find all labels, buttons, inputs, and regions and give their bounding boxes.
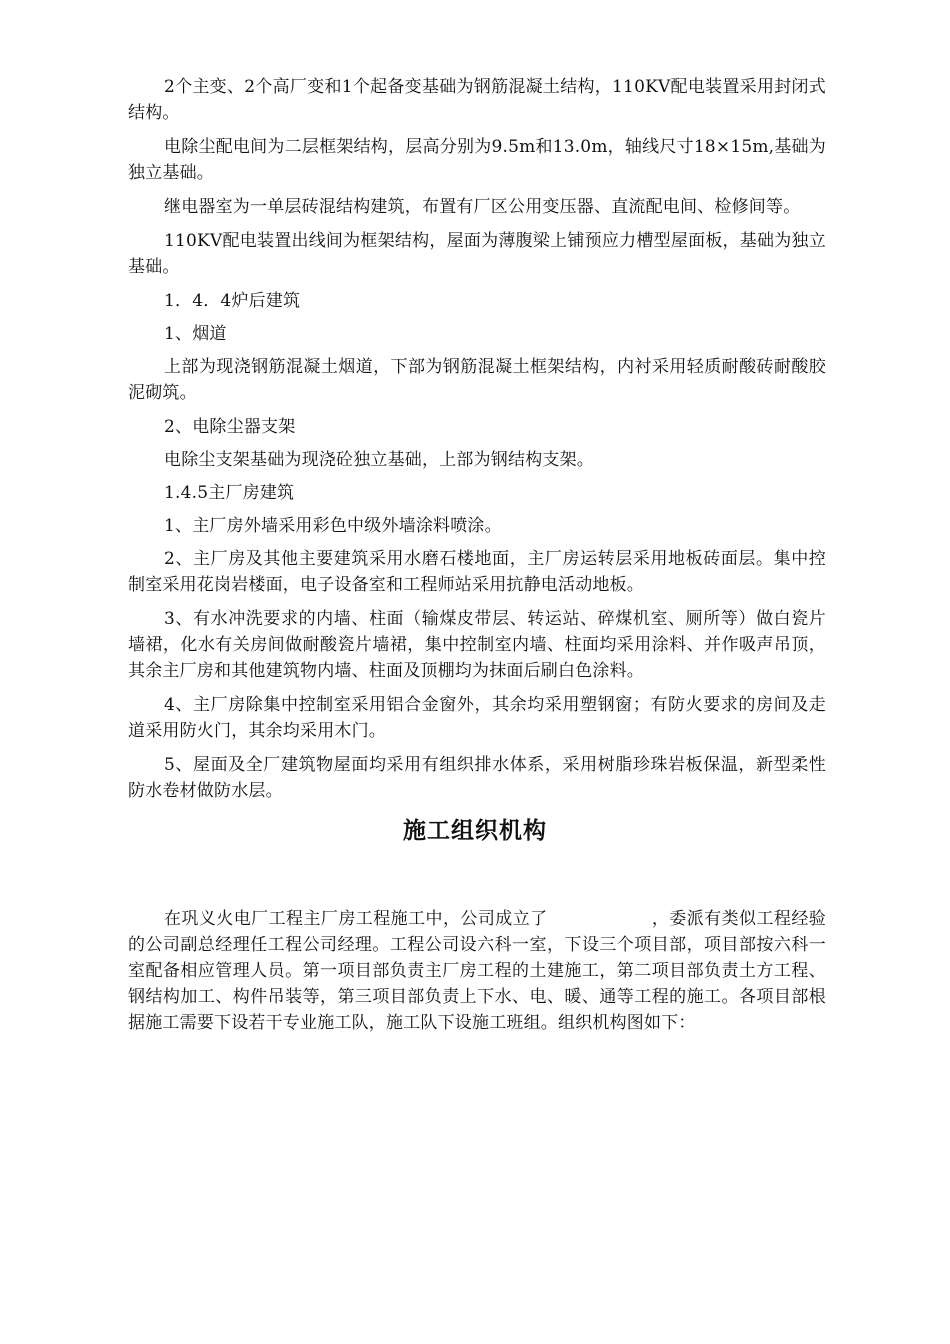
paragraph-relay-room: 继电器室为一单层砖混结构建筑，布置有厂区公用变压器、直流配电间、检修间等。 bbox=[164, 197, 801, 217]
heading-flue: 1、烟道 bbox=[164, 324, 227, 344]
paragraph-interior-walls: 3、有水冲洗要求的内墙、柱面（输煤皮带层、转运站、碎煤机室、厕所等）做白瓷片墙裙，化水有关房间做耐酸瓷片墙裙，集中控制室内墙、柱面均采用涂料、并作吸声吊顶，其余主厂房和其他建筑物内墙、柱面及顶棚均为抹面后刷白色涂料。 bbox=[128, 609, 826, 681]
section-title: 施工组织机构 bbox=[403, 818, 547, 844]
paragraph-exterior-wall: 1、主厂房外墙采用彩色中级外墙涂料喷涂。 bbox=[164, 516, 502, 536]
org-text-before-blank: 在巩义火电厂工程主厂房工程施工中，公司成立了 bbox=[164, 909, 548, 929]
building-description-section bbox=[128, 74, 826, 812]
paragraph-flue: 上部为现浇钢筋混凝土烟道，下部为钢筋混凝土框架结构，内衬采用轻质耐酸砖耐酸胶泥砌筑。 bbox=[128, 357, 826, 403]
paragraph-precipitator-room: 电除尘配电间为二层框架结构，层高分别为9.5m和13.0m，轴线尺寸18×15m,基础为独立基础。 bbox=[128, 137, 826, 183]
organization-section bbox=[128, 906, 826, 1036]
heading-1-4-4: 1．4．4炉后建筑 bbox=[164, 291, 301, 311]
org-text-after-blank: ，委派有类似工程经验的公司副总经理任工程公司经理。工程公司设六科一室，下设三个项目部，项目部按六科一室配备相应管理人员。第一项目部负责主厂房工程的土建施工，第二项目部负责土方工程、钢结构加工、构件吊装等，第三项目部负责上下水、电、暖、通等工程的施工。各项目部根据施工需要下设若干专业施工队，施工队下设施工班组。组织机构图如下： bbox=[128, 909, 826, 1033]
heading-precipitator-support: 2、电除尘器支架 bbox=[164, 417, 296, 437]
paragraph-110kv-outlet: 110KV配电装置出线间为框架结构，屋面为薄腹梁上铺预应力槽型屋面板，基础为独立基础。 bbox=[128, 231, 826, 277]
heading-1-4-5: 1.4.5主厂房建筑 bbox=[164, 483, 295, 503]
paragraph-floors: 2、主厂房及其他主要建筑采用水磨石楼地面，主厂房运转层采用地板砖面层。集中控制室采用花岗岩楼面，电子设备室和工程师站采用抗静电活动地板。 bbox=[128, 549, 826, 595]
paragraph-transformer-foundation: 2个主变、2个高厂变和1个起备变基础为钢筋混凝土结构，110KV配电装置采用封闭式结构。 bbox=[128, 77, 826, 123]
paragraph-organization bbox=[128, 906, 826, 1036]
paragraph-precipitator-support: 电除尘支架基础为现浇砼独立基础，上部为钢结构支架。 bbox=[164, 450, 594, 470]
paragraph-windows-doors: 4、主厂房除集中控制室采用铝合金窗外，其余均采用塑钢窗；有防火要求的房间及走道采用防火门，其余均采用木门。 bbox=[128, 695, 826, 741]
paragraph-roofing: 5、屋面及全厂建筑物屋面均采用有组织排水体系，采用树脂珍珠岩板保温，新型柔性防水卷材做防水层。 bbox=[128, 755, 826, 801]
